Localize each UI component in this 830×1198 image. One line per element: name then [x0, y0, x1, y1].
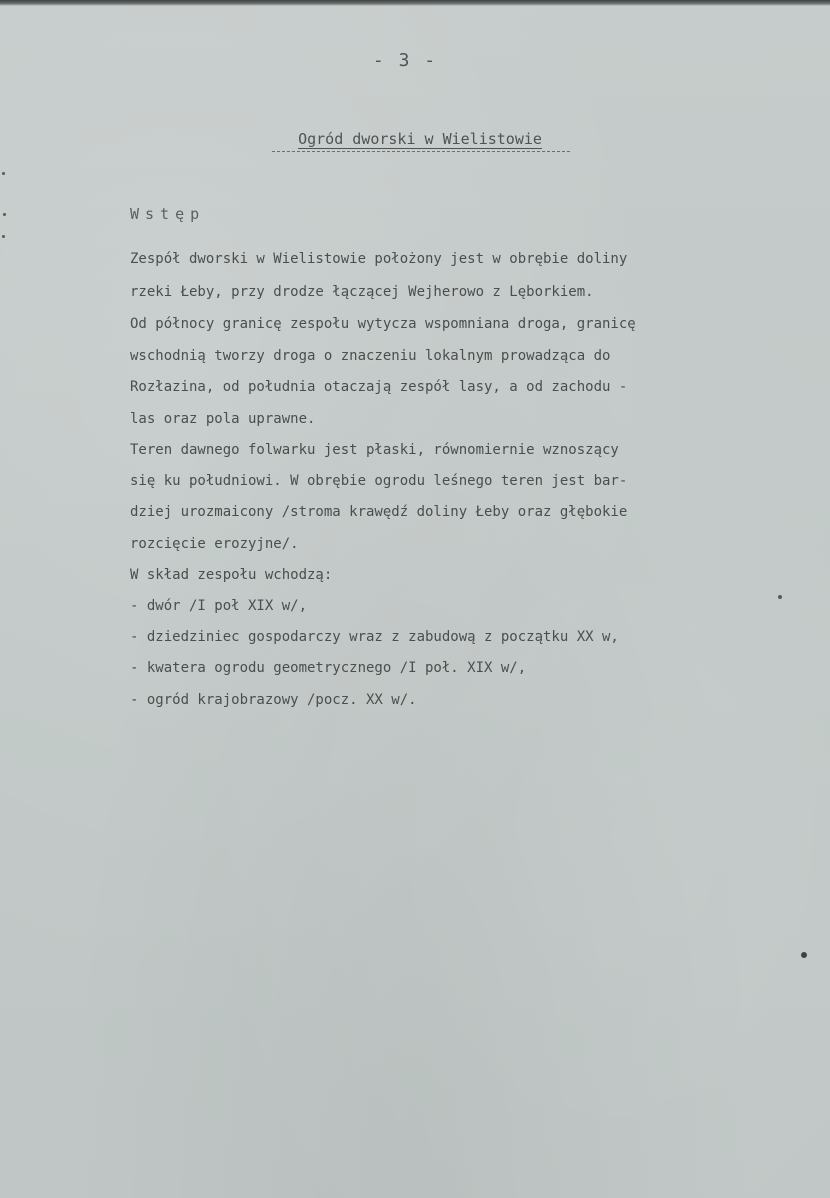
document-title: Ogród dworski w Wielistowie — [298, 130, 542, 148]
page-top-edge — [0, 0, 830, 6]
list-item: - dziedziniec gospodarczy wraz z zabudową z początku XX w, — [130, 629, 619, 645]
section-heading: Wstęp — [130, 205, 206, 223]
punch-hole-mark — [801, 952, 807, 958]
text-line: las oraz pola uprawne. — [130, 411, 316, 427]
text-line: Zespół dworski w Wielistowie położony jest w obrębie doliny — [130, 251, 628, 267]
text-line: wschodnią tworzy droga o znaczeniu lokalnym prowadząca do — [130, 348, 611, 364]
text-line: rozcięcie erozyjne/. — [130, 536, 299, 552]
margin-speck — [3, 213, 6, 216]
margin-speck — [2, 172, 5, 175]
text-line: Rozłazina, od południa otaczają zespół lasy, a od zachodu - — [130, 379, 628, 395]
text-line: rzeki Łeby, przy drodze łączącej Wejherowo z Lęborkiem. — [130, 284, 594, 300]
list-item: - ogród krajobrazowy /pocz. XX w/. — [130, 692, 417, 708]
text-line: W skład zespołu wchodzą: — [130, 567, 333, 583]
title-underline — [272, 151, 570, 152]
text-line: się ku południowi. W obrębie ogrodu leśnego teren jest bar- — [130, 473, 628, 489]
text-line: Teren dawnego folwarku jest płaski, równomiernie wznoszący — [130, 442, 619, 458]
margin-speck — [2, 235, 5, 238]
page-number: - 3 - — [372, 50, 438, 71]
text-line: dziej urozmaicony /stroma krawędź doliny Łeby oraz głębokie — [130, 504, 628, 520]
list-item: - dwór /I poł XIX w/, — [130, 598, 308, 614]
text-line: Od północy granicę zespołu wytycza wspomniana droga, granicę — [130, 316, 636, 332]
paper-speck — [778, 595, 782, 599]
list-item: - kwatera ogrodu geometrycznego /I poł. XIX w/, — [130, 660, 527, 676]
